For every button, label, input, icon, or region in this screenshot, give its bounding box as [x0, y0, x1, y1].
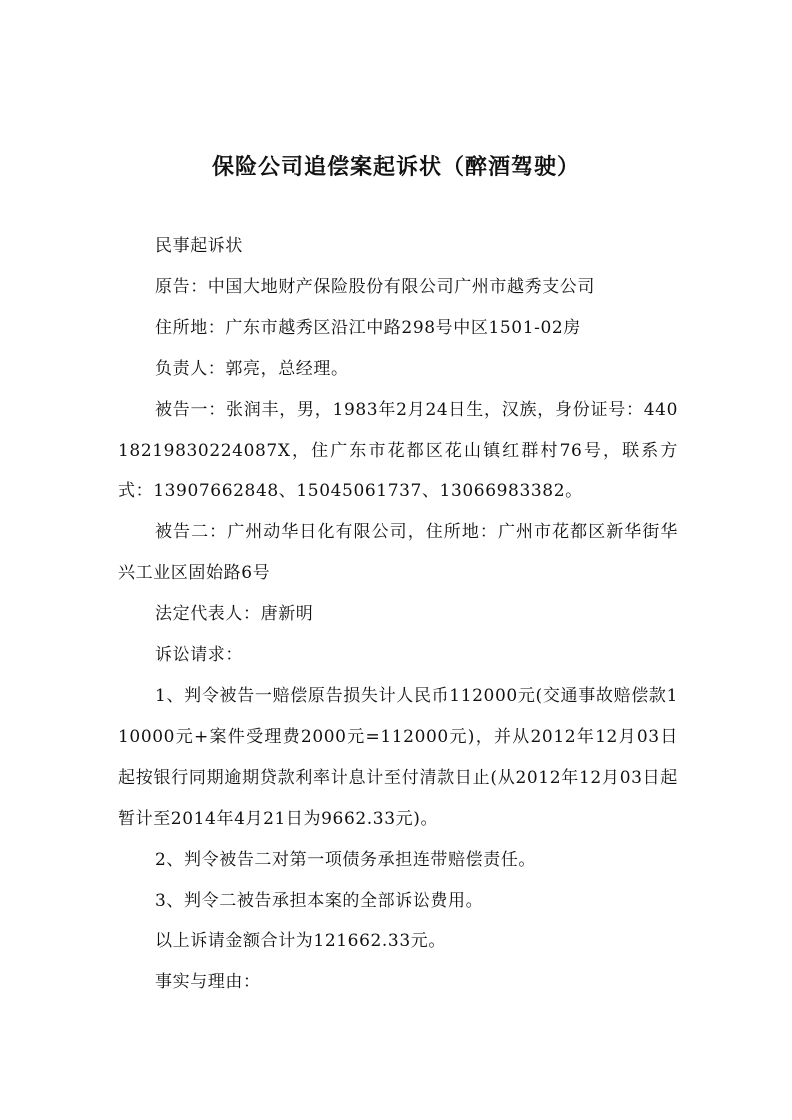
plaintiff-name: 原告：中国大地财产保险股份有限公司广州市越秀支公司	[155, 276, 595, 297]
document-title: 保险公司追偿案起诉状（醉酒驾驶）	[211, 155, 580, 180]
doc-type-heading: 民事起诉状	[155, 236, 243, 256]
claims-heading: 诉讼请求：	[155, 645, 243, 666]
plaintiff-representative: 负责人：郭亮，总经理。	[155, 358, 349, 379]
claim-item-3: 3、判令二被告承担本案的全部诉讼费用。	[155, 890, 484, 911]
plaintiff-address: 住所地：广东市越秀区沿江中路298号中区1501-02房	[155, 317, 581, 338]
claim-item-1: 1、判令被告一赔偿原告损失计人民币112000元(交通事故赔偿款110000元+案件受理费2000元=112000元)，并从2012年12月03日起按银行同期逾期贷款利率计息计至付清款日止(从2012年12月03日起暂计至2014年4月21日为9662.33元)。	[118, 685, 678, 829]
defendant-one: 被告一：张润丰，男，1983年2月24日生，汉族，身份证号：44018219830224087X，住广东市花都区花山镇红群村76号，联系方式：13907662848、15045061737、13066983382。	[118, 399, 678, 502]
legal-representative: 法定代表人：唐新明	[155, 604, 314, 625]
defendant-two: 被告二：广州动华日化有限公司，住所地：广州市花都区新华街华兴工业区固始路6号	[118, 522, 678, 584]
claim-item-2: 2、判令被告二对第一项债务承担连带赔偿责任。	[155, 849, 537, 870]
facts-heading: 事实与理由：	[155, 972, 261, 993]
document-body	[118, 226, 678, 1003]
claims-total: 以上诉请金额合计为121662.33元。	[155, 931, 446, 952]
